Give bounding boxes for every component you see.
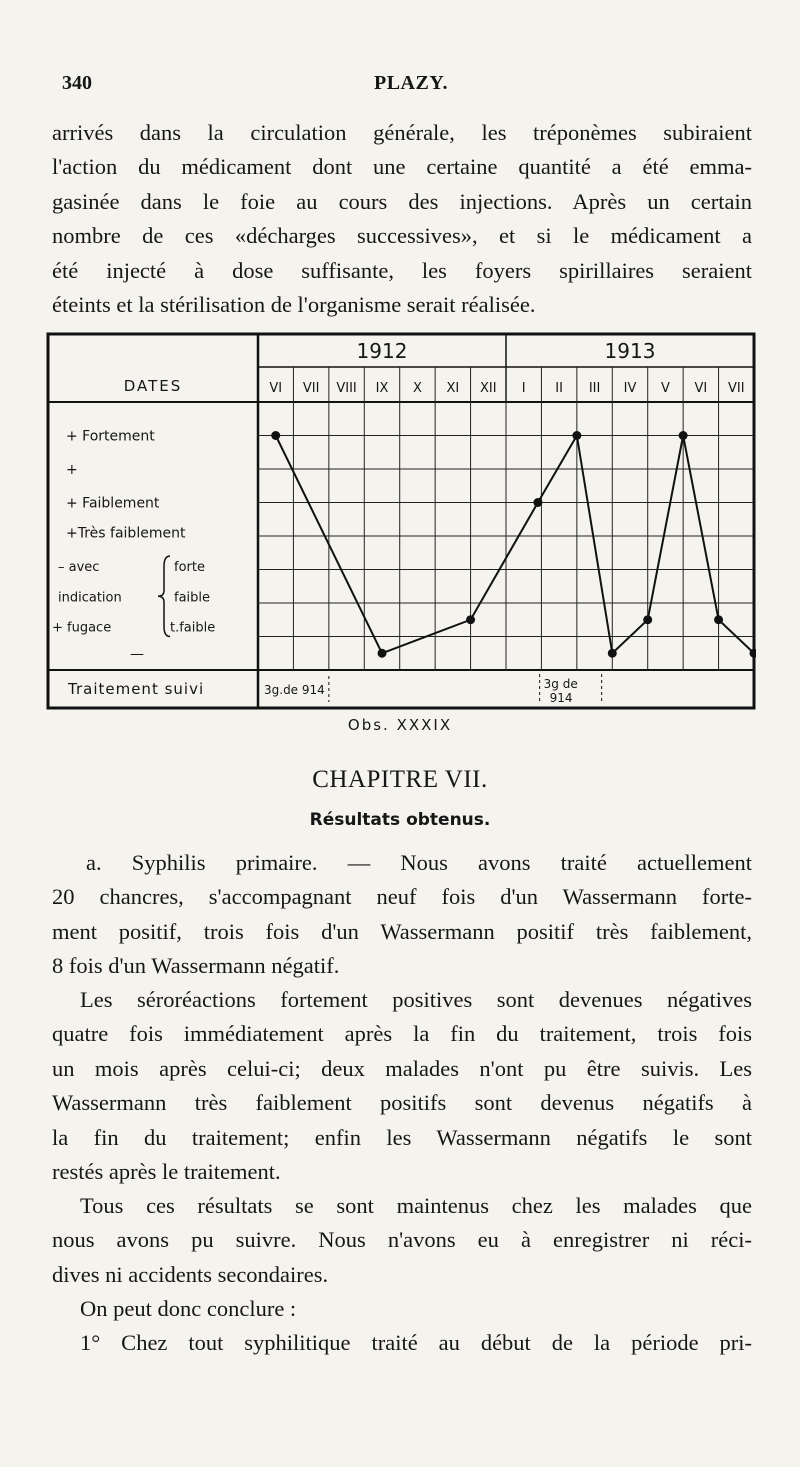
text-line: gasinée dans le foie au cours des injections. Après un certain [52,188,752,214]
running-head-author: PLAZY. [374,72,448,94]
text-line: 1° Chez tout syphilitique traité au début de la période pri- [80,1330,752,1356]
y-label: + Fortement [66,428,155,445]
data-point [608,649,617,658]
y-label: + [66,462,78,478]
data-point [679,431,688,440]
dates-header: DATES [123,377,183,395]
intro-paragraph [52,116,752,322]
y-label: faible [174,590,211,606]
y-label: +Très faiblement [66,525,186,542]
y-label: t.faible [170,620,216,636]
y-label: – avec [58,560,100,576]
data-point [572,431,581,440]
month-label: IX [375,381,389,396]
treatment-label: Traitement suivi [68,680,205,698]
text-line: dives ni accidents secondaires. [52,1261,329,1287]
data-point [271,431,280,440]
text-line: un mois après celui-ci; deux malades n'ont pu être suivis. Les [52,1055,752,1081]
month-label: VI [694,381,708,396]
text-line: ment positif, trois fois d'un Wassermann positif très faiblement, [52,918,752,944]
text-line: restés après le traitement. [52,1159,281,1185]
month-label: IV [623,381,637,396]
text-line: 8 fois d'un Wassermann négatif. [52,953,340,979]
paragraph-conclusion [52,1292,752,1361]
text-line: éteints et la stérilisation de l'organisme serait réalisée. [52,292,536,318]
text-line: nombre de ces «décharges successives», et si le médicament a [52,223,752,249]
month-label: III [588,381,601,396]
data-point [533,498,542,507]
paragraph-seroreactions [52,983,752,1189]
data-point [643,615,652,624]
series-line [276,436,754,654]
text-line: nous avons pu suivre. Nous n'avons eu à enregistrer ni réci- [52,1227,752,1253]
text-line: On peut donc conclure : [80,1296,297,1321]
data-point [466,615,475,624]
month-label: VI [269,381,283,396]
chart-svg [46,332,756,712]
text-line: quatre fois immédiatement après la fin du traitement, trois fois [52,1021,752,1047]
text-line: la fin du traitement; enfin les Wassermann négatifs le sont [52,1124,752,1150]
treatment-mark: 3g.de 914 [264,683,325,697]
paragraph-syphilis-primaire [52,846,752,984]
month-label: XII [479,381,497,396]
text-line: l'action du médicament dont une certaine quantité a été emma- [52,154,752,180]
y-label: indication [58,590,122,606]
year-label: 1912 [356,339,408,363]
month-label: XI [446,381,460,396]
treatment-mark: 914 [549,691,573,705]
y-label: — [130,646,144,663]
data-point [714,615,723,624]
year-label: 1913 [604,339,656,363]
section-title: Résultats obtenus. [309,810,491,830]
wassermann-chart [46,332,756,712]
month-label: VII [728,381,745,396]
text-line: Tous ces résultats se sont maintenus chez les malades que [80,1193,752,1218]
text-line: Les séroréactions fortement positives sont devenues négatives [80,987,752,1012]
month-label: X [412,381,422,396]
month-label: II [555,381,563,396]
text-line: arrivés dans la circulation générale, les tréponèmes subiraient [52,120,752,145]
month-label: VIII [336,381,357,396]
paragraph-resultats [52,1189,752,1292]
text-line: Wassermann très faiblement positifs sont devenus négatifs à [52,1090,752,1116]
treatment-mark: 3g de [543,677,578,691]
month-label: VII [302,381,320,396]
text-line: 20 chancres, s'accompagnant neuf fois d'un Wassermann forte- [52,884,752,910]
text-line: a. Syphilis primaire. — Nous avons traité actuellement [86,850,752,875]
page-number: 340 [62,72,92,94]
y-label: forte [174,560,205,576]
month-label: I [521,381,526,396]
text-line: été injecté à dose suffisante, les foyers spirillaires seraient [52,257,752,283]
month-label: V [660,381,670,396]
y-label: + Faiblement [66,495,160,512]
y-label: + fugace [52,620,112,636]
figure-caption: Obs. XXXIX [347,716,453,734]
chapter-title: CHAPITRE VII. [312,766,488,793]
brace [158,556,170,636]
data-point [378,649,387,658]
